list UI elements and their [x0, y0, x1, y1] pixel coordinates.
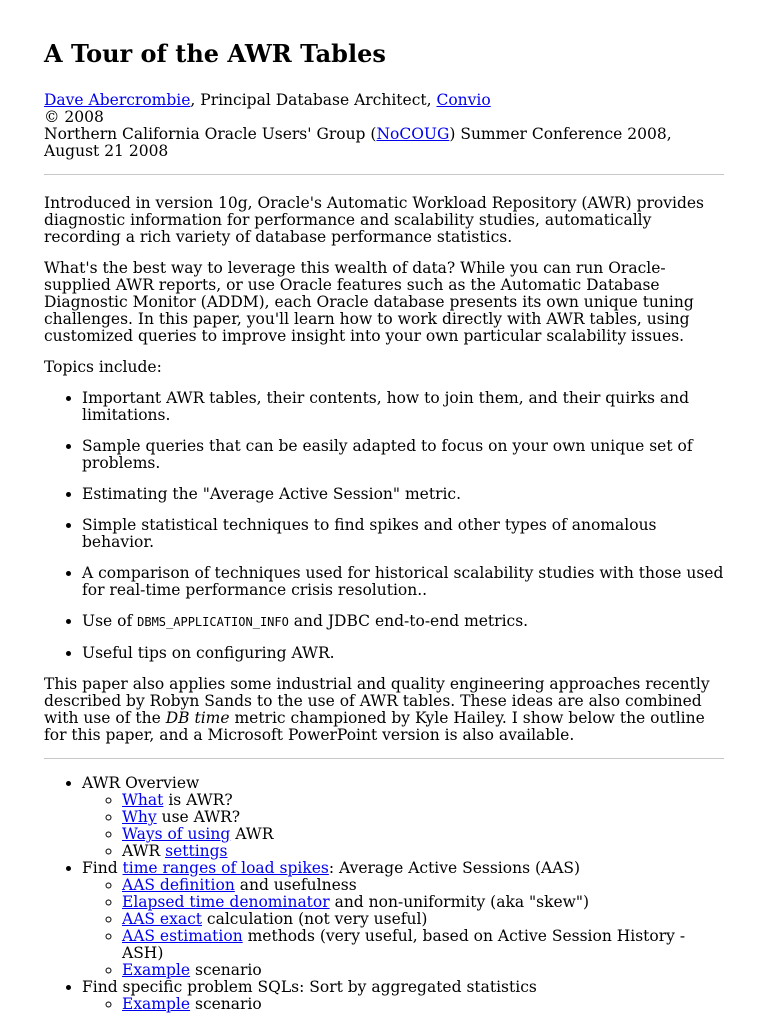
list-item: • Sample queries that can be easily adapted to focus on your own unique set of problems.	[82, 438, 724, 472]
outline-section-load-spikes	[82, 860, 724, 979]
list-item	[122, 792, 724, 809]
copyright: © 2008	[44, 108, 104, 126]
topics-heading: Topics include:	[44, 358, 162, 376]
list-item-text: methods (very useful, based on Active Session History - ASH)	[122, 927, 686, 962]
list-item	[122, 843, 724, 860]
code-inline: DBMS_APPLICATION_INFO	[137, 615, 289, 629]
list-item-text: and non-uniformity (aka "skew")	[329, 893, 590, 911]
outline-link-load-spikes[interactable]: time ranges of load spikes	[122, 859, 329, 877]
topics-list	[44, 390, 724, 662]
outline-section-awr-overview	[82, 775, 724, 860]
outline-link-ways-of-using[interactable]: Ways of using	[122, 825, 231, 843]
list-item	[122, 962, 724, 979]
divider	[44, 174, 724, 175]
outline-link-example[interactable]: Example	[122, 995, 191, 1013]
outline-link-aas-exact[interactable]: AAS exact	[122, 910, 202, 928]
closing-paragraph	[44, 676, 724, 744]
list-item: • Simple statistical techniques to find spikes and other types of anomalous behavior.	[82, 517, 724, 551]
list-item-text: AWR	[230, 825, 274, 843]
list-item	[82, 613, 724, 631]
list-item	[122, 809, 724, 826]
outline-link-what[interactable]: What	[122, 791, 164, 809]
list-item-text: use AWR?	[156, 808, 241, 826]
list-item-text: calculation (not very useful)	[202, 910, 428, 928]
list-item: • Useful tips on configuring AWR.	[82, 645, 724, 662]
divider	[44, 758, 724, 759]
list-item-text: scenario	[190, 995, 262, 1013]
outline-link-aas-definition[interactable]: AAS definition	[122, 876, 235, 894]
outline-section-label: AWR Overview	[82, 774, 200, 792]
list-item	[122, 826, 724, 843]
closing-text: This paper also applies some industrial and quality engineering approaches recently described by Robyn Sands to the use of AWR tables. These ideas are also combined with use of the	[44, 675, 710, 727]
author-link[interactable]: Dave Abercrombie	[44, 91, 191, 109]
list-item: • Estimating the "Average Active Session" metric.	[82, 486, 724, 503]
intro-paragraph-1: Introduced in version 10g, Oracle's Automatic Workload Repository (AWR) provides diagnostic information for performance and scalability studies, automatically recording a rich variety of database performance statistics.	[44, 194, 704, 246]
conference-suffix: ) Summer Conference 2008, August 21 2008	[44, 125, 672, 160]
list-item	[122, 894, 724, 911]
outline-section-problem-sqls	[82, 979, 724, 1013]
list-item: • Important AWR tables, their contents, how to join them, and their quirks and limitations.	[82, 390, 724, 424]
list-item	[122, 928, 724, 962]
company-link[interactable]: Convio	[436, 91, 491, 109]
closing-text: metric championed by Kyle Hailey. I show below the outline for this paper, and a Microsoft PowerPoint version is also available.	[44, 709, 705, 744]
outline-link-why[interactable]: Why	[122, 808, 157, 826]
byline	[44, 92, 724, 160]
outline-sublist	[82, 877, 724, 979]
list-item-text: and usefulness	[234, 876, 357, 894]
closing-italic: DB time	[165, 709, 230, 727]
list-item	[122, 877, 724, 894]
outline-link-aas-estimation[interactable]: AAS estimation	[122, 927, 243, 945]
list-item-text: and JDBC end-to-end metrics.	[288, 612, 529, 630]
list-item-text: Use of	[82, 612, 138, 630]
list-item-text: is AWR?	[163, 791, 233, 809]
intro-paragraph-2: What's the best way to leverage this wealth of data? While you can run Oracle-supplied AWR reports, or use Oracle features such as the Automatic Database Diagnostic Monitor (ADDM), each Oracle database presents its own unique tuning challenges. In this paper, you'll learn how to work directly with AWR tables, using customized queries to improve insight into your own particular scalability issues.	[44, 259, 694, 345]
list-item: • A comparison of techniques used for historical scalability studies with those used for real-time performance crisis resolution..	[82, 565, 724, 599]
list-item-text: scenario	[190, 961, 262, 979]
list-item-text: AWR	[122, 842, 166, 860]
outline-section-label: Find specific problem SQLs: Sort by aggregated statistics	[82, 978, 537, 996]
list-item-text: : Average Active Sessions (AAS)	[328, 859, 581, 877]
list-item	[122, 911, 724, 928]
outline-link-settings[interactable]: settings	[165, 842, 228, 860]
outline-link-example[interactable]: Example	[122, 961, 191, 979]
list-item-text: Find	[82, 859, 123, 877]
list-item	[122, 996, 724, 1013]
conference-prefix: Northern California Oracle Users' Group (	[44, 125, 377, 143]
page-title: A Tour of the AWR Tables	[44, 39, 386, 68]
outline-list	[44, 775, 724, 1013]
nocoug-link[interactable]: NoCOUG	[376, 125, 450, 143]
outline-link-elapsed-time[interactable]: Elapsed time denominator	[122, 893, 330, 911]
author-role: , Principal Database Architect,	[190, 91, 437, 109]
outline-sublist	[82, 792, 724, 860]
outline-sublist	[82, 996, 724, 1013]
